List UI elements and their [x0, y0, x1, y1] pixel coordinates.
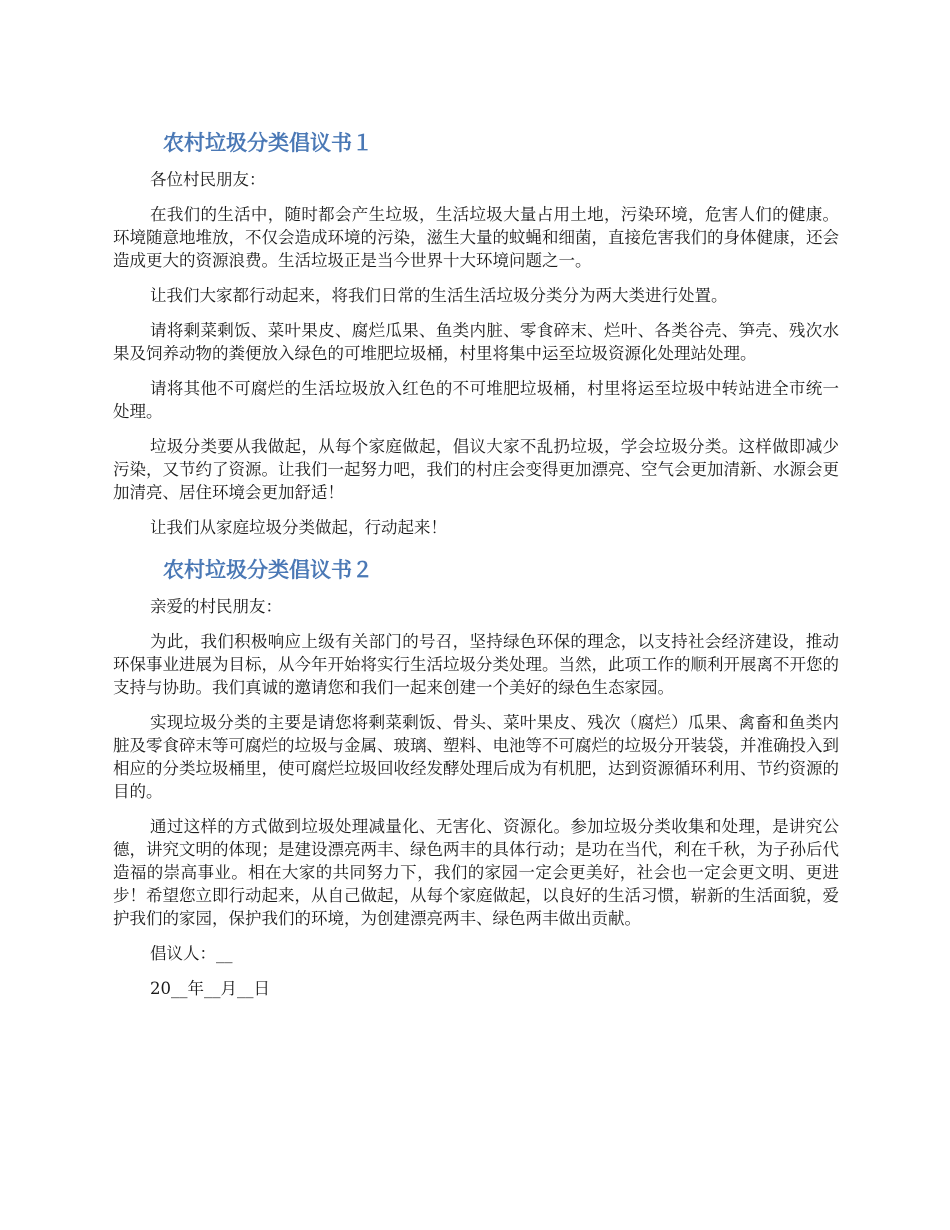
paragraph: 垃圾分类要从我做起，从每个家庭做起，倡议大家不乱扔垃圾，学会垃圾分类。这样做即减少污染，又节约了资源。让我们一起努力吧，我们的村庄会变得更加漂亮、空气会更加清新、水源会更加清亮、居住环境会更加舒适！ — [113, 437, 839, 502]
paragraph: 让我们从家庭垃圾分类做起，行动起来！ — [150, 518, 447, 537]
proposal-section-1 — [113, 124, 839, 539]
proposal-section-2 — [113, 551, 839, 1000]
greeting: 各位村民朋友： — [150, 170, 266, 189]
paragraph: 请将剩菜剩饭、菜叶果皮、腐烂瓜果、鱼类内脏、零食碎末、烂叶、各类谷壳、笋壳、残次水果及饲养动物的粪便放入绿色的可堆肥垃圾桶，村里将集中运至垃圾资源化处理站处理。 — [113, 321, 839, 363]
paragraph: 让我们大家都行动起来，将我们日常的生活生活垃圾分类分为两大类进行处置。 — [150, 286, 728, 305]
paragraph: 实现垃圾分类的主要是请您将剩菜剩饭、骨头、菜叶果皮、残次（腐烂）瓜果、禽畜和鱼类内脏及零食碎末等可腐烂的垃圾与金属、玻璃、塑料、电池等不可腐烂的垃圾分开装袋，并准确投入到相应的分类垃圾桶里，使可腐烂垃圾回收经发酵处理后成为有机肥，达到资源循环利用、节约资源的目的。 — [113, 713, 839, 801]
paragraph: 为此，我们积极响应上级有关部门的号召，坚持绿色环保的理念，以支持社会经济建设，推动环保事业进展为目标，从今年开始将实行生活垃圾分类处理。当然，此项工作的顺利开展离不开您的支持与协助。我们真诚的邀请您和我们一起来创建一个美好的绿色生态家园。 — [113, 632, 839, 697]
paragraph: 在我们的生活中，随时都会产生垃圾，生活垃圾大量占用土地，污染环境，危害人们的健康。环境随意地堆放，不仅会造成环境的污染，滋生大量的蚊蝇和细菌，直接危害我们的身体健康，还会造成更大的资源浪费。生活垃圾正是当今世界十大环境问题之一。 — [113, 205, 839, 270]
document-content — [113, 124, 839, 1012]
section-title: 农村垃圾分类倡议书２ — [163, 558, 373, 582]
section-title: 农村垃圾分类倡议书１ — [163, 131, 373, 155]
paragraph: 请将其他不可腐烂的生活垃圾放入红色的不可堆肥垃圾桶，村里将运至垃圾中转站进全市统一处理。 — [113, 379, 839, 421]
greeting: 亲爱的村民朋友： — [150, 597, 282, 616]
date-line: 20__年__月__日 — [150, 979, 270, 998]
signature-line: 倡议人：__ — [150, 944, 233, 963]
paragraph: 通过这样的方式做到垃圾处理减量化、无害化、资源化。参加垃圾分类收集和处理，是讲究公德，讲究文明的体现；是建设漂亮两丰、绿色两丰的具体行动；是功在当代，利在千秋，为子孙后代造福的崇高事业。相在大家的共同努力下，我们的家园一定会更美好，社会也一定会更文明、更进步！希望您立即行动起来，从自己做起，从每个家庭做起，以良好的生活习惯，崭新的生活面貌，爱护我们的家园，保护我们的环境，为创建漂亮两丰、绿色两丰做出贡献。 — [113, 817, 839, 928]
